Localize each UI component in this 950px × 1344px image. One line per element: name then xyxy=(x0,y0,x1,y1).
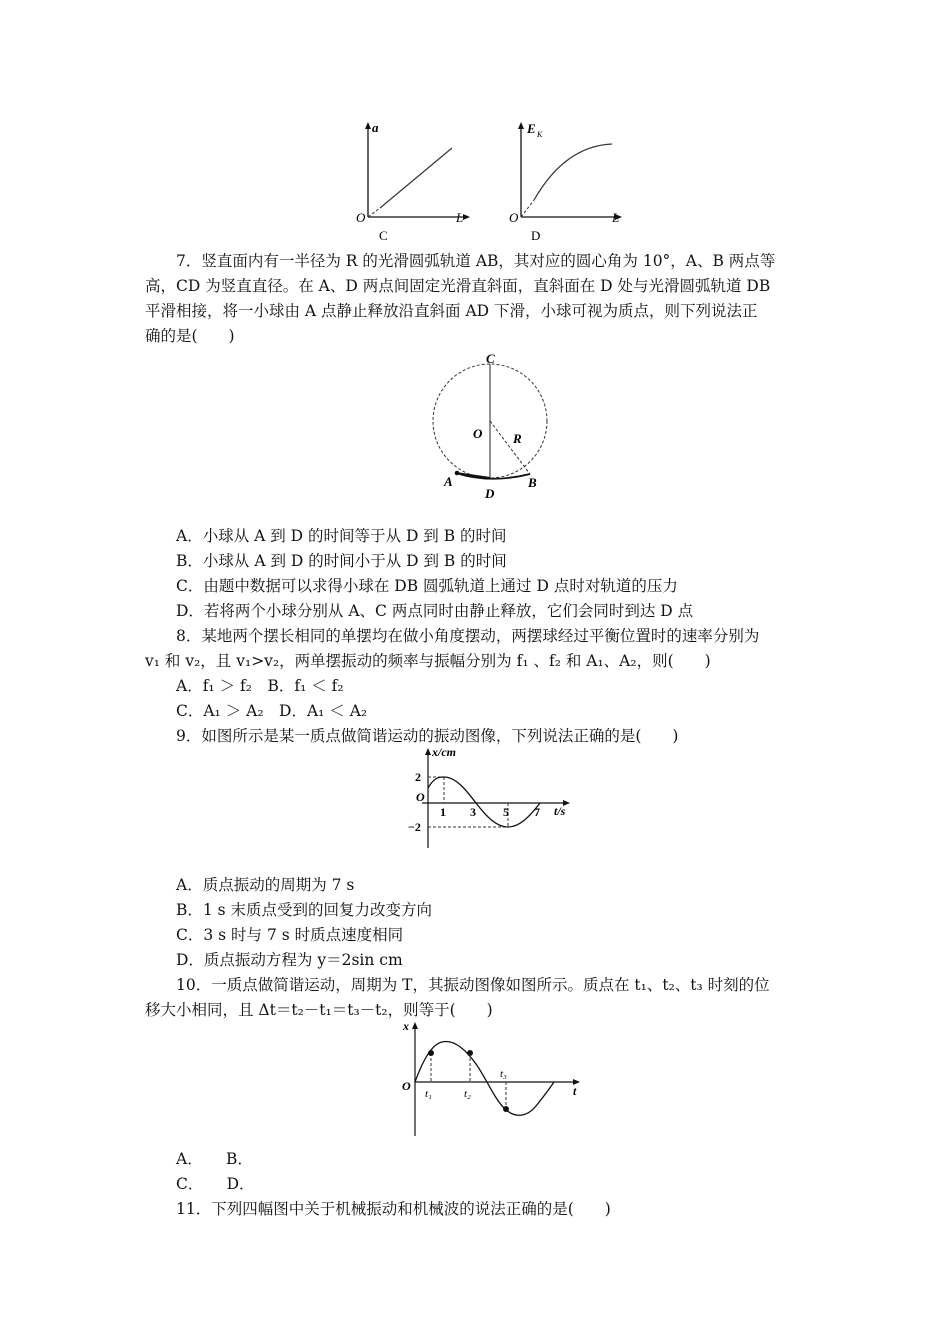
q7-line1: 7．竖直面内有一半径为 R 的光滑圆弧轨道 AB，其对应的圆心角为 10°，A、B 两点等 xyxy=(176,252,776,270)
q9-ytop: 2 xyxy=(415,770,421,784)
q9-tick1: 1 xyxy=(440,805,446,819)
c-ylabel: a xyxy=(372,120,379,135)
q8-options-cd: C．A₁ ＞ A₂ D．A₁ ＜ A₂ xyxy=(176,702,368,720)
q11-line1: 11．下列四幅图中关于机械振动和机械波的说法正确的是( ) xyxy=(176,1200,611,1218)
c-xlabel: L xyxy=(456,210,464,225)
label-r: R xyxy=(513,431,522,446)
q8-options-ab: A．f₁ ＞ f₂ B．f₁ ＜ f₂ xyxy=(176,677,344,695)
label-b: B xyxy=(528,475,537,490)
label-d: D xyxy=(485,486,495,501)
d-ylabel: E xyxy=(527,121,536,136)
q10-options-ab: A． B． xyxy=(176,1150,253,1168)
c-origin: O xyxy=(356,210,366,225)
q9-option-c: C．3 s 时与 7 s 时质点速度相同 xyxy=(176,926,404,944)
vibration-graph-q9 xyxy=(408,744,578,854)
q9-origin: O xyxy=(416,790,425,804)
circle-figure xyxy=(420,350,560,510)
vibration-graph-q10 xyxy=(396,1018,586,1140)
q10-t1: t₁ xyxy=(425,1088,432,1100)
q9-tick5: 5 xyxy=(503,805,509,819)
q7-option-b: B．小球从 A 到 D 的时间小于从 D 到 B 的时间 xyxy=(176,552,507,570)
q9-option-a: A．质点振动的周期为 7 s xyxy=(176,876,355,894)
q7-option-d: D．若将两个小球分别从 A、C 两点同时由静止释放，它们会同时到达 D 点 xyxy=(176,602,694,620)
q10-line1: 10．一质点做简谐运动，周期为 T，其振动图像如图所示。质点在 t₁、t₂、t₃ 时刻的位 xyxy=(176,976,770,994)
q9-ybot: −2 xyxy=(408,820,421,834)
q9-tick7: 7 xyxy=(534,805,540,819)
q7-line2: 高，CD 为竖直直径。在 A、D 两点间固定光滑直斜面，直斜面在 D 处与光滑圆弧轨道 DB xyxy=(145,277,771,295)
d-ysub: K xyxy=(537,130,543,139)
label-o: O xyxy=(473,426,483,441)
q10-line2: 移大小相同，且 Δt＝t₂－t₁＝t₃－t₂，则等于( ) xyxy=(145,1001,493,1019)
label-a: A xyxy=(444,474,453,489)
q10-t3: t₃ xyxy=(500,1068,507,1080)
d-caption: D xyxy=(531,228,541,243)
graphs-c-d xyxy=(350,118,640,246)
d-origin: O xyxy=(509,210,519,225)
q10-t2: t₂ xyxy=(464,1088,471,1100)
q7-line3: 平滑相接，将一小球由 A 点静止释放沿直斜面 AD 下滑，小球可视为质点，则下列说法正 xyxy=(145,302,758,320)
q7-line4: 确的是( ) xyxy=(145,327,235,345)
d-xlabel: L xyxy=(612,210,620,225)
q10-xlabel: t xyxy=(573,1084,577,1098)
q8-line1: 8．某地两个摆长相同的单摆均在做小角度摆动，两摆球经过平衡位置时的速率分别为 xyxy=(176,627,760,645)
q9-xlabel: t/s xyxy=(554,804,566,818)
q10-ylabel: x xyxy=(403,1019,409,1033)
q7-option-c: C．由题中数据可以求得小球在 DB 圆弧轨道上通过 D 点时对轨道的压力 xyxy=(176,577,678,595)
c-caption: C xyxy=(379,228,388,243)
q10-options-cd: C． D． xyxy=(176,1175,255,1193)
q9-tick3: 3 xyxy=(470,805,476,819)
q8-line2: v₁ 和 v₂，且 v₁>v₂，两单摆振动的频率与振幅分别为 f₁ 、f₂ 和 A₁、A₂，则( ) xyxy=(145,652,711,670)
q9-option-d: D．质点振动方程为 y＝2sin cm xyxy=(176,951,403,969)
q9-line1: 9．如图所示是某一质点做简谐运动的振动图像，下列说法正确的是( ) xyxy=(176,727,679,745)
q10-origin: O xyxy=(402,1079,411,1093)
label-c: C xyxy=(486,351,495,366)
q9-ylabel: x/cm xyxy=(432,745,456,759)
q9-option-b: B．1 s 末质点受到的回复力改变方向 xyxy=(176,901,433,919)
q7-option-a: A．小球从 A 到 D 的时间等于从 D 到 B 的时间 xyxy=(176,527,507,545)
